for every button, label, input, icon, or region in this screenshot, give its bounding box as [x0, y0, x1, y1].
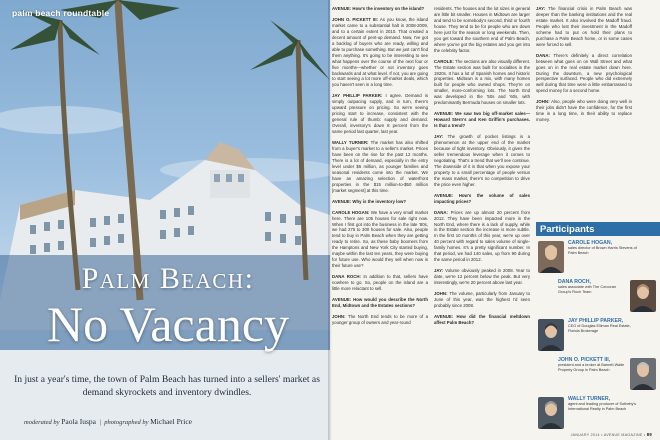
- interview-answer: [332, 274, 428, 292]
- speaker-name: JOHN O. PICKETT III:: [332, 16, 380, 22]
- headline-line-2: No Vacancy: [46, 296, 290, 352]
- answer-text: Prices are up almost 20 percent from 2012. They have been impacted more in the North End, where there is a lack of supply, while in the Estate section the increase is more subtle. In the first 10 months of this year, we're up over 40 percent with regard to sales volume of single-family homes. It's a pretty significant number. In that period, we had 140 sales, up from 90 during the same period in 2012.: [434, 209, 530, 263]
- participant-card: [536, 356, 660, 394]
- answer-text: The growth of pocket listings is a phenomenon at the upper end of the market because of tight inventory. Obviously, it gives the seller tremendous leverage when it comes to negotiating. That's a trend that we'll see continue. The downside of it is that when you expose your property to a small percentage of people versus the mass market, there's no competition to drive the price even higher.: [434, 134, 530, 187]
- section-kicker: palm beach roundtable: [12, 8, 110, 18]
- text-column-2: [434, 6, 530, 426]
- dek-text: In just a year's time, the town of Palm Beach has turned into a sellers' market as demand skyrockets and inventory dwindles.: [14, 374, 320, 398]
- participant-title: agent and leading producer of Sotheby's International Realty in Palm Beach: [568, 402, 637, 411]
- participant-info: [568, 240, 638, 255]
- interview-answer: [332, 210, 428, 270]
- interview-question: AVENUE: How would you describe the North End, Midtown and the Estates sections?: [332, 296, 428, 308]
- speaker-name: CAROLE:: [434, 58, 456, 64]
- participant-name: DANA ROCH,: [558, 279, 591, 285]
- spine-gutter: [328, 0, 332, 440]
- interview-question: AVENUE: We saw two big off-market sales—Howard Stern's and Ken Griffin's purchases. Is that a trend?: [434, 111, 530, 129]
- interview-answer: [536, 99, 632, 123]
- interview-answer: [332, 314, 428, 326]
- participant-name: JAY PHILLIP PARKER,: [568, 318, 624, 324]
- participant-photo: [630, 358, 656, 390]
- headline-block: [0, 262, 330, 440]
- participant-photo: [538, 241, 564, 273]
- answer-text: As you know, the island market came to a substantial halt in 2008-2009, and to a certain extent in 2010. That created a decent amount of pent-up demand. Now, I've got a backlog of buyers who are ready, willing and able to purchase something. But we just can't find them anything. It's going to be interesting to see what happens over the course of the next four or five months—whether or not inventory goes backwards and at what level. If not, you are going to start seeing a lot more off-market deals, which you haven't seen in a long time.: [332, 16, 428, 88]
- participant-card: [536, 239, 660, 277]
- speaker-name: DANA:: [536, 52, 554, 58]
- participant-info: [558, 279, 628, 294]
- interview-answer: [434, 134, 530, 188]
- answer-text: I agree. Demand is simply outpacing supply, and in turn, there's upward pressure on pricing. So we're seeing pricing start to increase, consistent with the general rule of thumb: supply and demand. Overall, inventory's down 8 percent from the same period last quarter, last year.: [332, 93, 428, 135]
- participant-info: [568, 396, 638, 411]
- speaker-name: WALLY TURNER:: [332, 140, 371, 146]
- photographer-name: Michael Price: [150, 417, 192, 426]
- interview-answer: [332, 17, 428, 88]
- participant-info: [558, 357, 628, 372]
- speaker-name: JOHN:: [536, 99, 552, 105]
- interview-answer: [434, 210, 530, 264]
- participant-card: [536, 317, 660, 355]
- speaker-name: JAY:: [434, 134, 448, 140]
- participant-name: CAROLE HOGAN,: [568, 240, 613, 246]
- speaker-name: JAY:: [536, 6, 549, 11]
- text-column-1: [332, 6, 428, 426]
- answer-text: There's definitely a direct correlation between what goes on on Wall Street and what goes on in the real estate market down here. During the downturn, a new psychological perspective surfaced. People who did extremely well during that time were a little embarrassed to spend money for a second home.: [536, 52, 632, 94]
- participant-title: sales director of Brown Harris Stevens of Palm Beach: [568, 246, 637, 255]
- interview-question: AVENUE: How did the financial meltdown affect Palm Beach?: [434, 313, 530, 325]
- speaker-name: JOHN:: [434, 291, 450, 297]
- text-column-3: [536, 6, 632, 216]
- participant-card: [536, 395, 660, 433]
- participants-sidebar: [536, 222, 660, 434]
- participant-photo: [630, 280, 656, 312]
- answer-text: In addition to that, sellers have nowhere to go. So, people on the island are a little more reluctant to sell.: [332, 274, 428, 292]
- page-number: 89: [646, 432, 652, 437]
- interview-answer: [332, 93, 428, 135]
- interview-answer: [434, 59, 530, 107]
- speaker-name: JOHN:: [332, 313, 348, 319]
- interview-answer: [536, 53, 632, 95]
- moderated-label: moderated by: [24, 419, 60, 426]
- answer-text: Also, people who were doing very well in their jobs didn't have the confidence, for the first time in a long time, in their ability to replace money.: [536, 99, 632, 123]
- answer-text: residents. The houses and the lot sizes in general are little bit smaller. Houses in Midtown are larger and tend to be somebody's second, third or fourth house. They tend to be for people who are down here just for the season or long weekends. Then, you get toward the southern end of Palm Beach, where you've got the big estates and you get into the celebrity factor.: [434, 6, 530, 53]
- interview-answer: [536, 6, 632, 48]
- speaker-name: DANA:: [434, 209, 451, 215]
- participant-name: JOHN O. PICKETT III,: [558, 357, 611, 363]
- interview-answer: [434, 268, 530, 286]
- footer-date: JANUARY 2014: [570, 433, 600, 437]
- speaker-name: CAROLE HOGAN:: [332, 209, 371, 215]
- participant-title: sales associate with The Corcoran Group's Roch Team: [558, 285, 616, 294]
- interview-question: AVENUE: How's the volume of sales impacting prices?: [434, 192, 530, 204]
- participants-title: Participants: [536, 222, 660, 236]
- interview-answer: [434, 6, 530, 54]
- speaker-name: DANA ROCH:: [332, 274, 364, 280]
- speaker-name: JAY PHILLIP PARKER:: [332, 93, 386, 99]
- page-footer: JANUARY 2014 • AVENUE MAGAZINE • 89: [570, 432, 652, 437]
- interview-question: AVENUE: Why is the inventory low?: [332, 198, 407, 204]
- photographed-label: photographed by: [104, 419, 149, 426]
- participant-photo: [538, 397, 564, 429]
- byline: moderated by Paola Iuspa | photographed by Michael Price: [24, 417, 192, 426]
- participant-title: CEO of Douglas Elliman Real Estate, Florida Brokerage: [568, 324, 631, 333]
- answer-text: Volume obviously peaked in 2008. Year to date, we're 12 percent below the peak. But very interestingly, we're 20 percent above last year.: [434, 268, 530, 286]
- participant-card: [536, 278, 660, 316]
- participant-name: WALLY TURNER,: [568, 396, 611, 402]
- interview-answer: [332, 140, 428, 194]
- participant-photo: [538, 319, 564, 351]
- answer-text: The financial crisis in Palm Beach was deeper than the banking institutions and the real estate market. It also involved the Madoff fraud. People who lost their investment in the Madoff scheme had to put on hold their plans to purchase a Palm Beach home, or in some cases were forced to sell.: [536, 6, 632, 47]
- answer-text: We have a very small market here. There are 105 houses for sale right now. When I first got into the business in the late '80s, we had 275 to 300 houses for sale. Also, people tend to buy in Palm Beach when they are getting ready to retire. So, as these baby boomers from the Hamptons and New York City started buying, maybe within the last ten years, they were buying for future use. Who would they sell when now is their future use?: [332, 209, 428, 269]
- participant-info: [568, 318, 638, 333]
- answer-text: The volume, particularly from January to June of this year, was the highest I'd seen probably since 2008.: [434, 291, 530, 308]
- footer-magazine: AVENUE MAGAZINE: [603, 433, 643, 437]
- answer-text: The North End tends to be more of a younger group of owners and year-round: [332, 313, 428, 325]
- answer-text: The market has also shifted from a buyer's market to a seller's market. Prices have been on the rise for the past 12 months. There is a lot of demand, especially in the entry level under $5 million, as younger families and seasonal residents come into the market. We have an amazing selection of waterfront properties in the $15 million-to-$50 million [market segment] at this time.: [332, 140, 428, 193]
- answer-text: The sections are also visually different. The Estate section was built for socialites in the 1920s. It has a lot of Spanish homes and historic properties. Midtown is a mix, with many homes built for people who owned shops. They're on smaller, more-conforming lots. The North End was developed in the '50s and '60s, with predominantly Bermuda houses on smaller lots.: [434, 58, 530, 106]
- interview-answer: [434, 291, 530, 309]
- moderator-name: Paola Iuspa: [61, 417, 96, 426]
- right-page-text: [330, 0, 660, 440]
- speaker-name: JAY:: [434, 268, 446, 274]
- participant-title: president and a broker at Barnett Waite Property Group in Palm Beach: [558, 363, 625, 372]
- headline-line-1: Palm Beach:: [81, 262, 255, 295]
- interview-question: AVENUE: How's the inventory on the island?: [332, 6, 425, 11]
